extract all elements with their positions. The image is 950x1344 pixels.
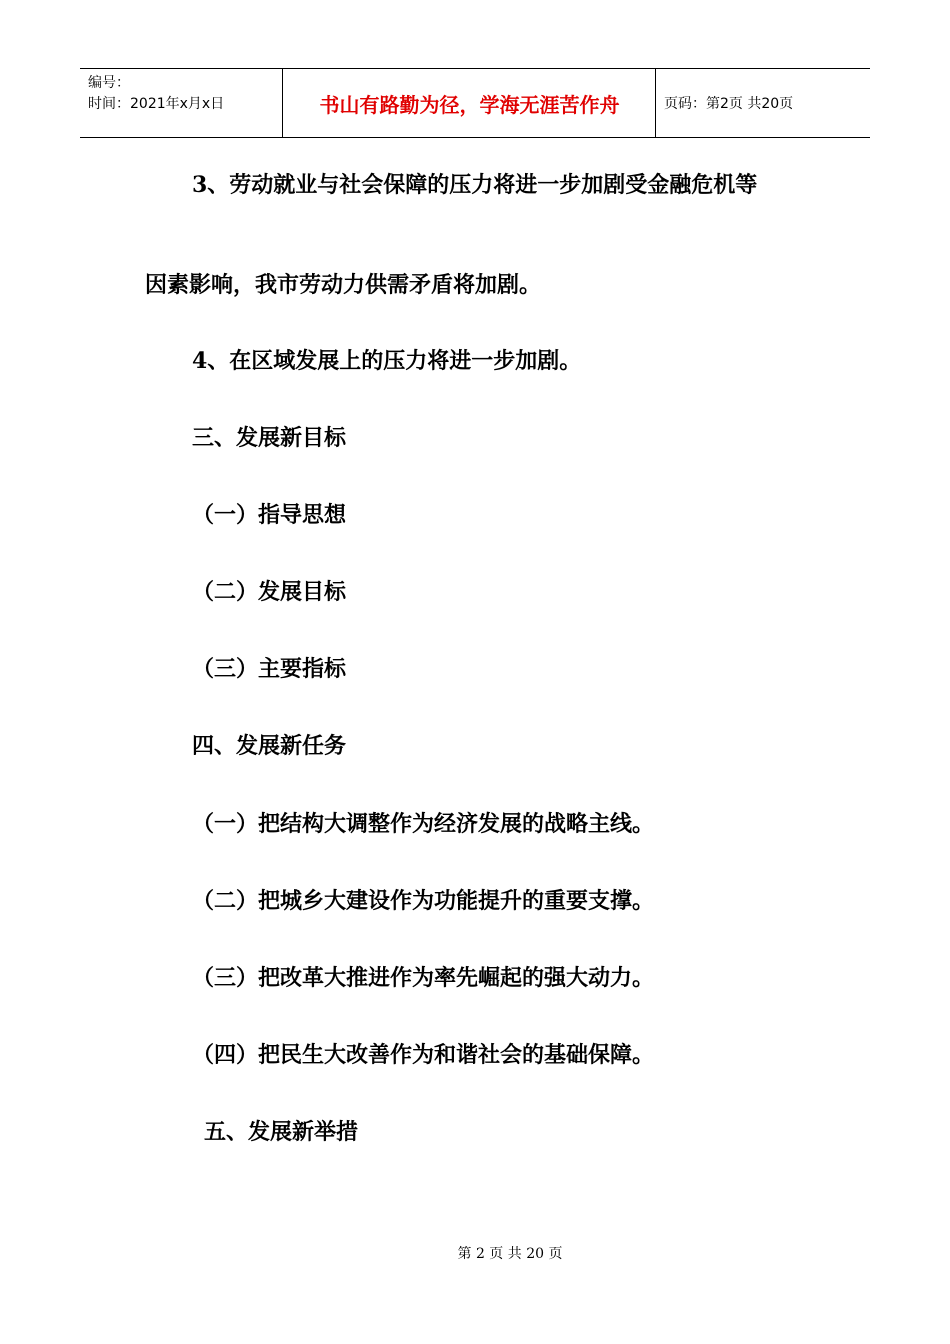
document-number-label: 编号： [88, 75, 130, 91]
header-divider-right [655, 69, 656, 137]
body-line: （一）把结构大调整作为经济发展的战略主线。 [192, 811, 655, 837]
section-heading: 五、发展新举措 [204, 1119, 359, 1145]
section-heading: 三、发展新目标 [192, 425, 347, 451]
section-heading: 四、发展新任务 [192, 733, 347, 759]
subsection-heading: （一）指导思想 [192, 502, 347, 528]
header-motto: 书山有路勤为径，学海无涯苦作舟 [319, 92, 620, 117]
header-meta [88, 73, 283, 115]
body-line: 3、劳动就业与社会保障的压力将进一步加剧受金融危机等 [192, 172, 758, 198]
body-line: 因素影响，我市劳动力供需矛盾将加剧。 [145, 272, 542, 298]
body-line: （二）把城乡大建设作为功能提升的重要支撑。 [192, 888, 655, 914]
body-line: 4、在区域发展上的压力将进一步加剧。 [192, 348, 582, 374]
subsection-heading: （三）主要指标 [192, 656, 347, 682]
body-line: （四）把民生大改善作为和谐社会的基础保障。 [192, 1042, 655, 1068]
document-date-label: 时间：2021年x月x日 [88, 96, 225, 112]
page-header [80, 68, 870, 138]
header-page-info: 页码：第2页 共20页 [664, 96, 794, 112]
subsection-heading: （二）发展目标 [192, 579, 347, 605]
body-line: （三）把改革大推进作为率先崛起的强大动力。 [192, 965, 655, 991]
page-footer: 第 2 页 共 20 页 [457, 1246, 563, 1262]
